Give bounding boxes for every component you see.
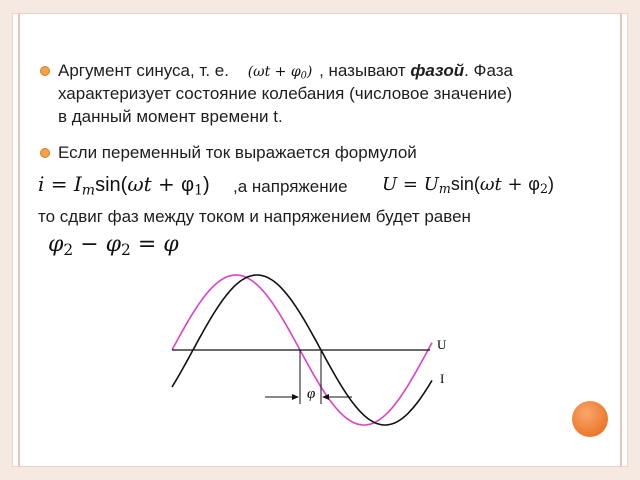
bullet1-line2: характеризует состояние колебания (числовое значение) <box>58 84 513 103</box>
bullet2-text: Если переменный ток выражается формулой <box>58 143 417 162</box>
and-voltage-text: ,а напряжение <box>233 177 348 196</box>
bullet1-line3: в данный момент времени t. <box>58 107 283 126</box>
label-u: U <box>437 337 447 352</box>
arrowhead-right <box>292 394 299 400</box>
phase-argument-formula: $(\omega t + \varphi_0)$ <box>247 64 313 82</box>
bullet1-line1: Аргумент синуса, т. е. $(\omega t + \varphi_0)$ , называют фазой. Фаза <box>58 60 513 86</box>
voltage-formula: $U = U_m\sin(\omega t + \varphi_2)$ <box>382 174 554 197</box>
phi-label: φ <box>307 386 316 402</box>
phase-shift-sentence: то сдвиг фаз между током и напряжением будет равен <box>38 207 471 226</box>
decorative-orange-circle <box>572 401 608 437</box>
current-formula: $i = I_m\sin(\omega t + \varphi_1)$ <box>38 172 210 199</box>
label-i: I <box>440 371 445 386</box>
phase-difference-formula: $\varphi_2 - \varphi_2 = \varphi$ <box>48 232 179 259</box>
